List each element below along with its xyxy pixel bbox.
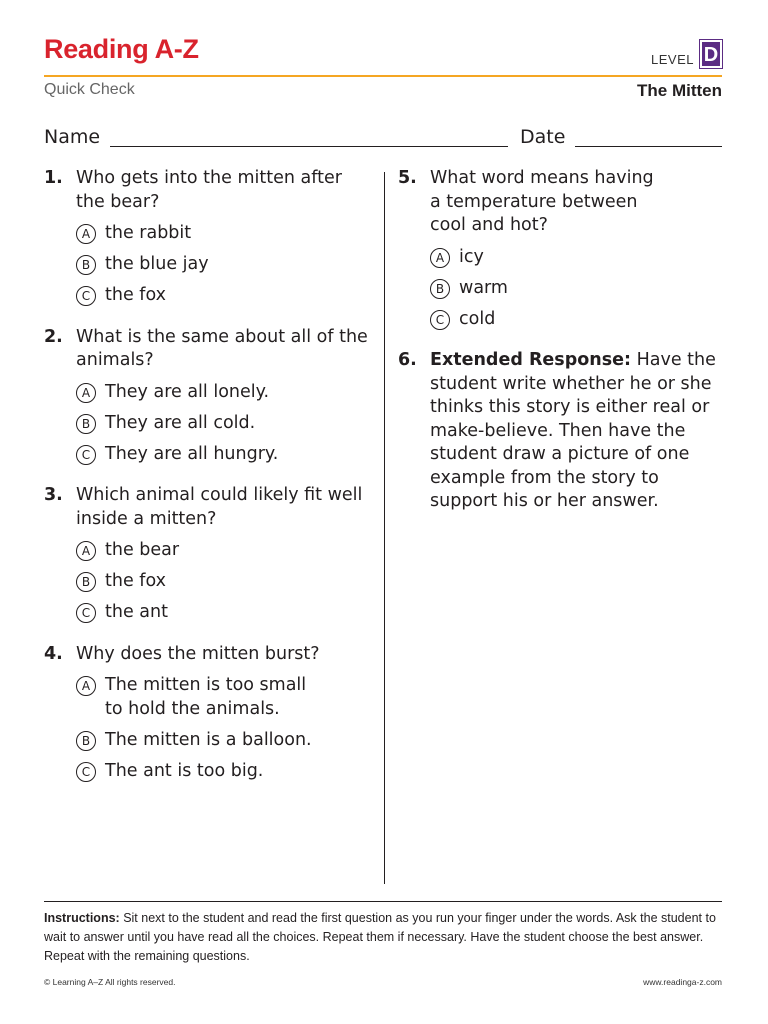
option-text: the ant bbox=[105, 602, 168, 622]
answer-bubble-c[interactable]: C bbox=[76, 762, 96, 782]
answer-option[interactable] bbox=[76, 570, 376, 594]
question-3 bbox=[44, 484, 376, 625]
question-text: What is the same about all of the animals? bbox=[76, 326, 368, 370]
answer-bubble-a[interactable]: A bbox=[76, 383, 96, 403]
option-text: icy bbox=[459, 246, 484, 267]
answer-option[interactable] bbox=[76, 729, 376, 753]
instructions-text: Sit next to the student and read the first question as you run your finger under the words. Ask the student to wait to answer until you have read all the choices. Repeat them if necessary. Have the student choose the best answer. Repeat with the remaining questions. bbox=[44, 911, 716, 963]
name-field[interactable] bbox=[110, 146, 508, 147]
answer-bubble-c[interactable]: C bbox=[76, 286, 96, 306]
option-text: cold bbox=[459, 308, 496, 329]
answer-options bbox=[76, 381, 376, 467]
answer-bubble-c[interactable]: C bbox=[76, 445, 96, 465]
question-text: Why does the mitten burst? bbox=[76, 643, 320, 664]
answer-bubble-c[interactable]: C bbox=[430, 310, 450, 330]
answer-options bbox=[430, 246, 728, 332]
page-subtitle: Quick Check bbox=[44, 81, 135, 98]
option-text: They are all lonely. bbox=[105, 381, 270, 402]
option-text: the fox bbox=[105, 571, 166, 591]
name-date-row bbox=[44, 126, 722, 150]
question-number: 6. bbox=[398, 350, 417, 370]
answer-option[interactable] bbox=[76, 601, 376, 625]
question-6 bbox=[398, 349, 728, 514]
extended-response-text: Have the student write whether he or she thinks this story is either real or make-believe. Then have the student draw a picture of one example from the story to support his or her answer. bbox=[430, 350, 716, 511]
question-number: 4. bbox=[44, 643, 63, 664]
answer-option[interactable] bbox=[76, 284, 376, 308]
level-label: LEVEL bbox=[651, 52, 694, 67]
answer-bubble-b[interactable]: B bbox=[76, 572, 96, 592]
answer-option[interactable] bbox=[430, 246, 728, 270]
answer-bubble-b[interactable]: B bbox=[430, 279, 450, 299]
instructions bbox=[44, 909, 724, 966]
option-text: warm bbox=[459, 277, 508, 298]
answer-option[interactable] bbox=[76, 412, 376, 436]
answer-bubble-b[interactable]: B bbox=[76, 731, 96, 751]
question-1 bbox=[44, 167, 376, 308]
answer-bubble-c[interactable]: C bbox=[76, 603, 96, 623]
answer-option[interactable] bbox=[76, 222, 376, 246]
question-2 bbox=[44, 326, 376, 467]
question-text: Which animal could likely fit well inside a mitten? bbox=[76, 485, 363, 529]
copyright: © Learning A–Z All rights reserved. bbox=[44, 977, 176, 987]
right-column bbox=[398, 167, 728, 532]
answer-options bbox=[76, 222, 376, 308]
name-label: Name bbox=[44, 126, 101, 148]
answer-option[interactable] bbox=[76, 381, 376, 405]
question-number: 3. bbox=[44, 485, 63, 505]
option-text: The mitten is a balloon. bbox=[105, 729, 312, 750]
answer-options bbox=[76, 539, 376, 625]
option-text: The mitten is too small to hold the animals. bbox=[105, 675, 307, 719]
answer-option[interactable] bbox=[430, 308, 728, 332]
question-text: Who gets into the mitten after the bear? bbox=[76, 168, 342, 212]
question-5 bbox=[398, 167, 728, 331]
answer-bubble-b[interactable]: B bbox=[76, 255, 96, 275]
question-number: 5. bbox=[398, 168, 417, 188]
answer-option[interactable] bbox=[76, 443, 376, 467]
option-text: the fox bbox=[105, 285, 166, 305]
question-text: What word means having a temperature between cool and hot? bbox=[430, 168, 654, 235]
answer-option[interactable] bbox=[76, 674, 376, 721]
question-text bbox=[430, 349, 720, 514]
reading-az-logo: Reading A-Z bbox=[44, 34, 199, 64]
answer-bubble-a[interactable]: A bbox=[76, 676, 96, 696]
option-text: They are all cold. bbox=[105, 412, 256, 433]
answer-bubble-a[interactable]: A bbox=[76, 541, 96, 561]
left-column bbox=[44, 167, 376, 801]
book-title: The Mitten bbox=[637, 81, 722, 100]
column-divider bbox=[384, 172, 385, 884]
answer-option[interactable] bbox=[430, 277, 728, 301]
option-text: The ant is too big. bbox=[105, 760, 264, 781]
answer-bubble-a[interactable]: A bbox=[76, 224, 96, 244]
footer-divider bbox=[44, 901, 722, 902]
date-label: Date bbox=[520, 126, 566, 148]
answer-option[interactable] bbox=[76, 760, 376, 784]
extended-response-label: Extended Response: bbox=[430, 350, 632, 370]
question-4 bbox=[44, 643, 376, 784]
level-indicator bbox=[651, 40, 722, 68]
header-divider bbox=[44, 75, 722, 77]
answer-options bbox=[76, 674, 376, 783]
website-url[interactable]: www.readinga-z.com bbox=[643, 977, 722, 987]
level-badge: D bbox=[700, 40, 722, 68]
answer-bubble-a[interactable]: A bbox=[430, 248, 450, 268]
answer-option[interactable] bbox=[76, 539, 376, 563]
answer-option[interactable] bbox=[76, 253, 376, 277]
option-text: They are all hungry. bbox=[105, 443, 279, 464]
instructions-label: Instructions: bbox=[44, 911, 120, 925]
question-number: 1. bbox=[44, 168, 63, 188]
question-number: 2. bbox=[44, 326, 63, 347]
option-text: the blue jay bbox=[105, 254, 209, 274]
date-field[interactable] bbox=[575, 146, 722, 147]
answer-bubble-b[interactable]: B bbox=[76, 414, 96, 434]
option-text: the rabbit bbox=[105, 223, 192, 243]
option-text: the bear bbox=[105, 540, 180, 560]
